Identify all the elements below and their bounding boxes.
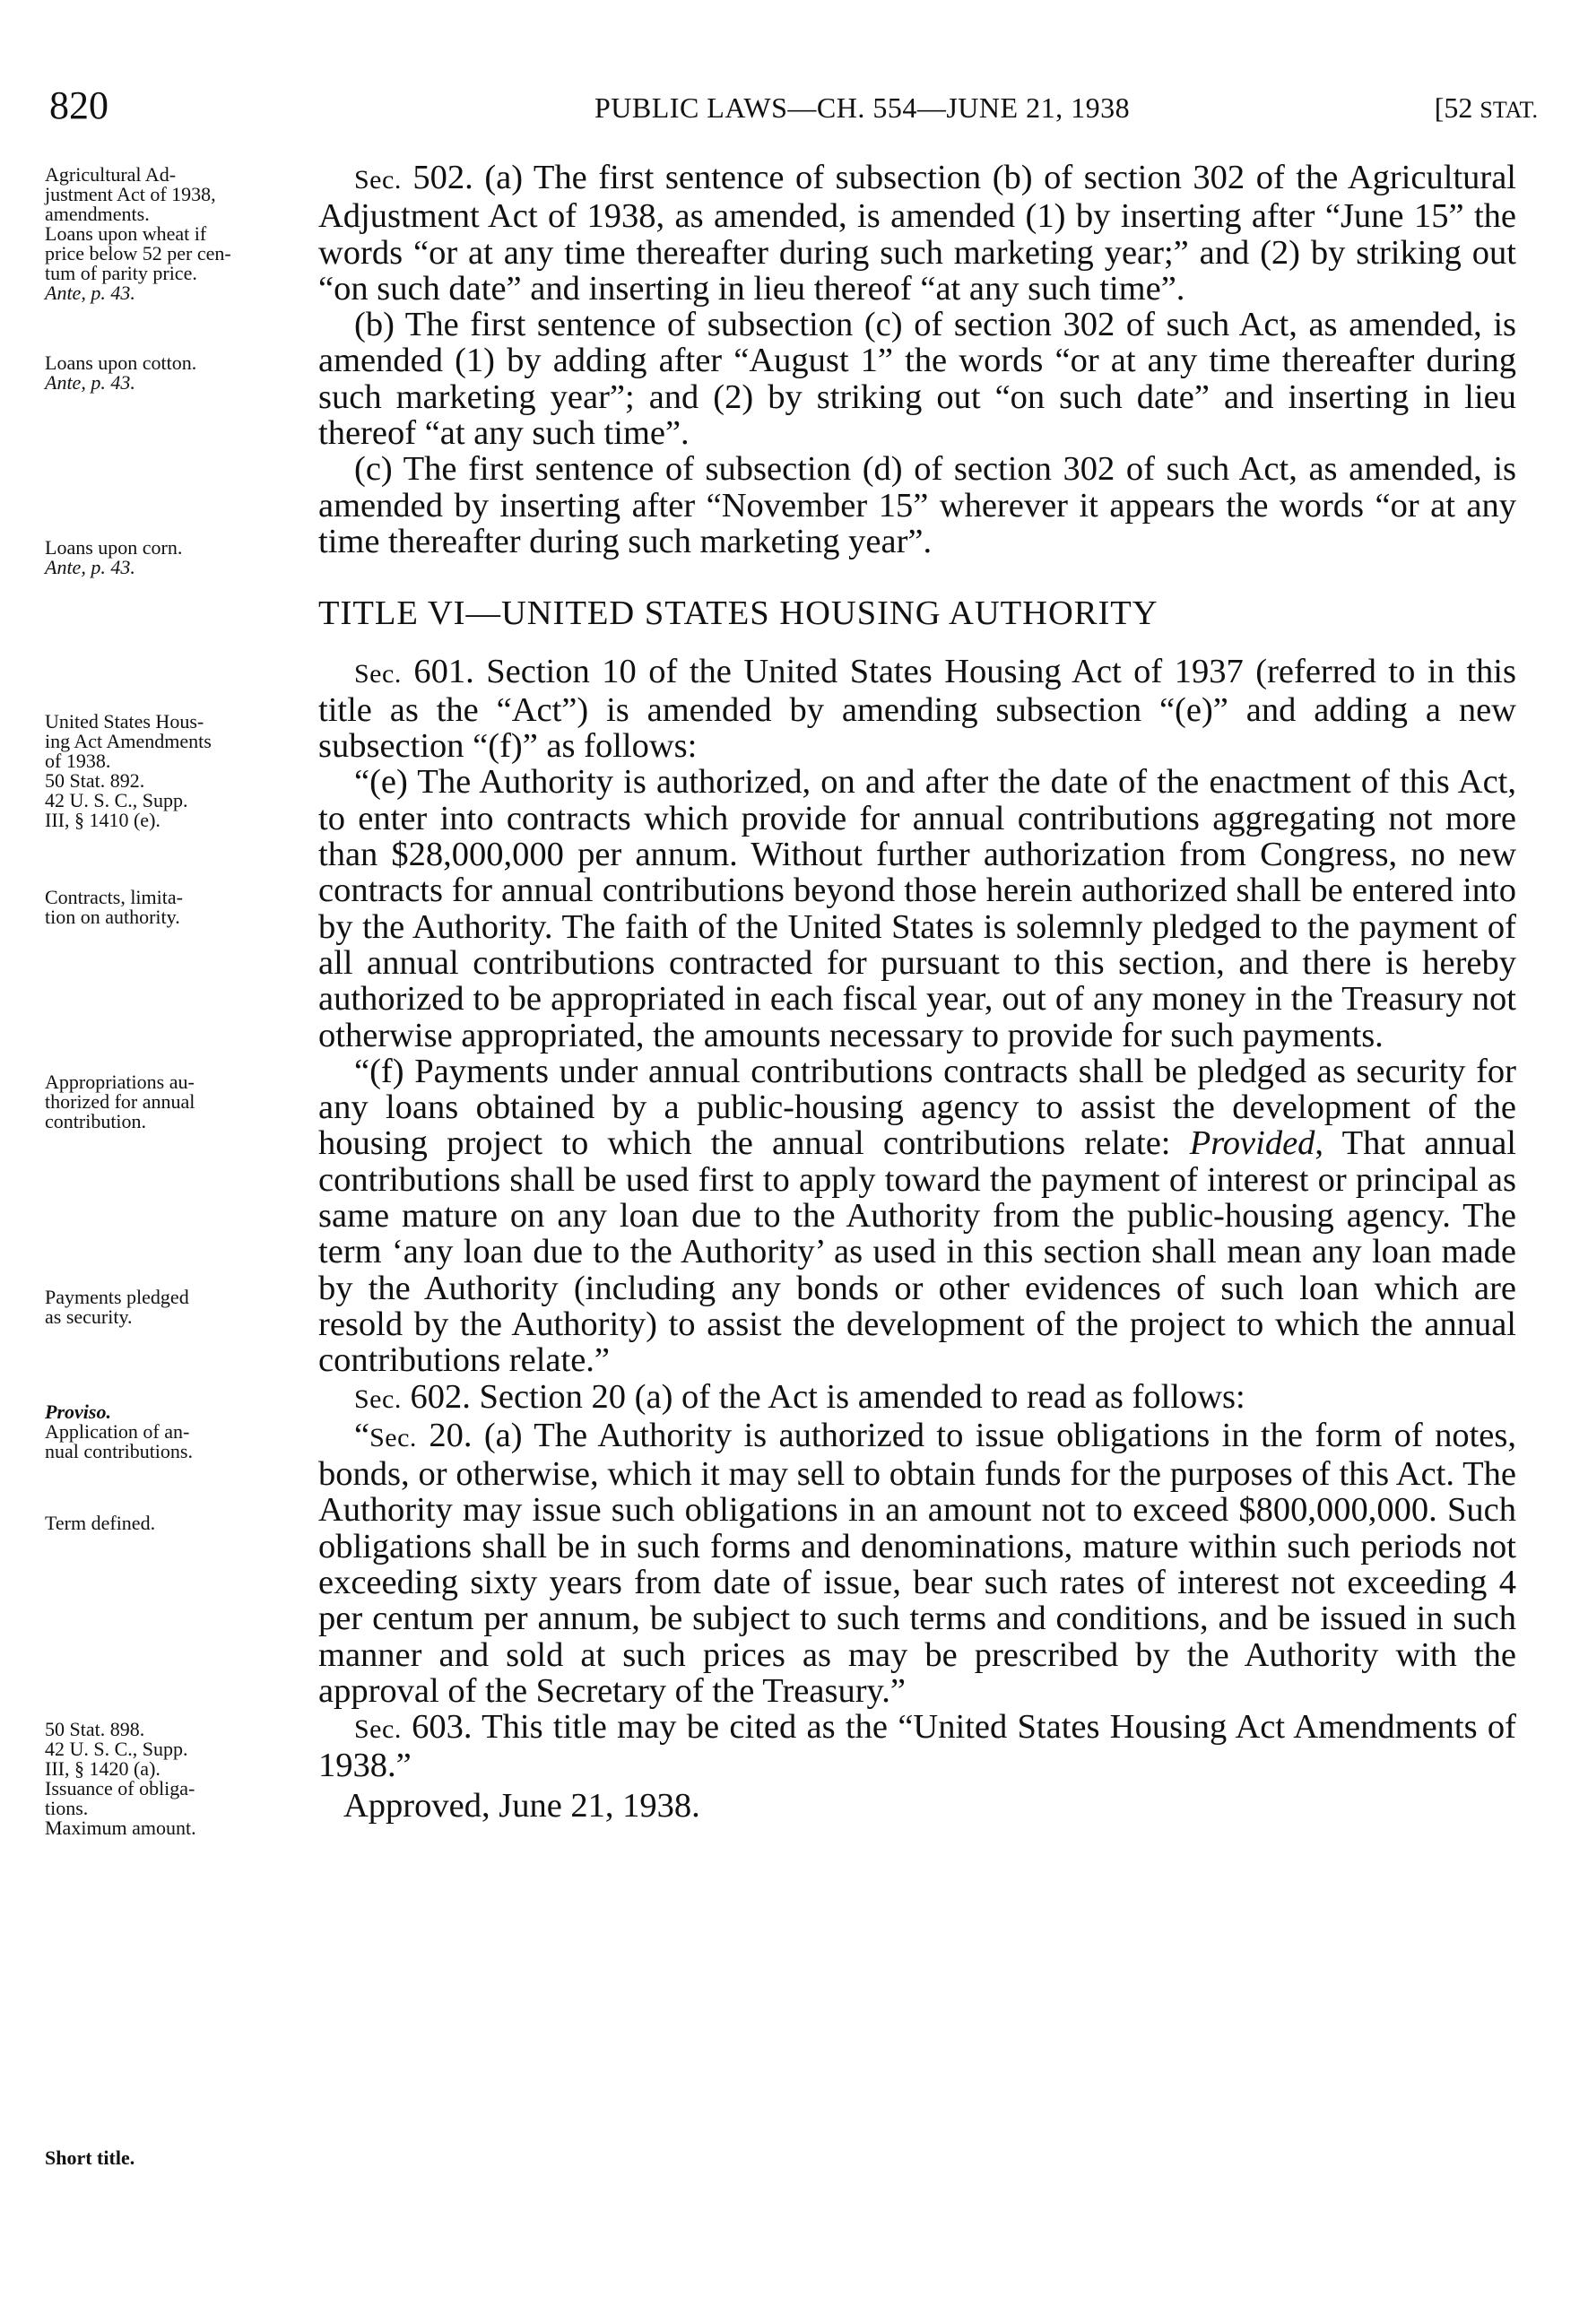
- stat-smallcaps: STAT.: [1480, 97, 1538, 123]
- note-line: Contracts, limita-: [45, 886, 183, 908]
- main-text: [318, 160, 1516, 1824]
- note-line: of 1938.: [45, 750, 111, 772]
- subsection-f: [318, 1054, 1516, 1379]
- title-vi-heading: TITLE VI—UNITED STATES HOUSING AUTHORITY: [318, 594, 1158, 633]
- note-housing-amendments: [45, 712, 314, 830]
- open-quote: “: [354, 1416, 370, 1454]
- note-line: tion on authority.: [45, 906, 180, 928]
- note-line: price below 52 per cen-: [45, 242, 231, 264]
- note-appropriations: [45, 1072, 314, 1132]
- sec-label: Sec.: [354, 1383, 402, 1414]
- sec-text: 502. (a) The first sentence of subsection (b) of section 302 of the Agricultural Adjustment Act of 1938, as amended, is amended (1) by inserting after “June 15” the words “or at any time thereafter during such marketing year;” and (2) by striking out “on such date” and inserting in lieu thereof “at any such time”.: [318, 159, 1516, 308]
- note-line: Loans upon corn.: [45, 536, 183, 559]
- sec-label: Sec.: [354, 1714, 402, 1745]
- approved-date: Approved, June 21, 1938.: [343, 1786, 700, 1825]
- note-loans-corn: [45, 538, 314, 577]
- sec-text: 20. (a) The Authority is authorized to issue obligations in the form of notes, bonds, or otherwise, which it may sell to obtain funds for the purposes of this Act. The Authority may issue such obligations in an amount not to exceed $800,000,000. Such obligations shall be in such forms and denominations, mature within such periods not exceeding sixty years from date of issue, bear such rates of interest not exceeding 4 per centum per annum, be subject to such terms and conditions, and be issued in such manner and sold at such prices as may be prescribed by the Authority with the approval of the Secretary of the Treasury.”: [318, 1416, 1516, 1710]
- note-contracts-limitation: [45, 888, 314, 927]
- note-line: Application of an-: [45, 1420, 190, 1443]
- sec-502-b: (b) The first sentence of subsection (c) of section 302 of such Act, as amended, is amended (1) by adding after “August 1” the words “or at any time thereafter during such marketing year”; and (2) by striking out “on such date” and inserting in lieu thereof “at any such time”.: [318, 306, 1516, 453]
- note-line: Issuance of obliga-: [45, 1777, 195, 1799]
- note-ref: 42 U. S. C., Supp.: [45, 789, 188, 811]
- note-proviso: [45, 1402, 314, 1461]
- note-line: thorized for annual: [45, 1090, 195, 1113]
- note-ref: 42 U. S. C., Supp.: [45, 1738, 188, 1760]
- note-ref: III, § 1420 (a).: [45, 1757, 161, 1780]
- running-head: PUBLIC LAWS—CH. 554—JUNE 21, 1938: [594, 91, 1131, 124]
- sec-text: 602. Section 20 (a) of the Act is amended to read as follows:: [401, 1377, 1245, 1416]
- note-term-defined: [45, 1513, 314, 1533]
- note-line: tum of parity price.: [45, 262, 197, 284]
- note-line: Payments pledged: [45, 1286, 189, 1308]
- note-line: United States Hous-: [45, 710, 204, 733]
- sec-label: Sec.: [354, 165, 402, 195]
- sub-f-text: “(f) Payments under annual contributions contracts shall be pledged as security for any loans obtained by a public-housing agency to assist the development of the housing project to which the annual contributions relate:: [318, 1052, 1516, 1163]
- note-payments-pledged: [45, 1288, 314, 1327]
- note-line: contribution.: [45, 1110, 147, 1132]
- sec-label: Sec.: [369, 1422, 417, 1452]
- page-number: 820: [49, 83, 108, 127]
- note-ref: Ante, p. 43.: [45, 282, 135, 304]
- note-line: tions.: [45, 1797, 89, 1819]
- note-line: Maximum amount.: [45, 1817, 196, 1839]
- note-issuance-obligations: [45, 1720, 314, 1838]
- sec-502-c: (c) The first sentence of subsection (d) of section 302 of such Act, as amended, is amended by inserting after “November 15” wherever it appears the words “or at any time thereafter during such marketing year”.: [318, 450, 1516, 560]
- note-line: nual contributions.: [45, 1440, 193, 1462]
- note-loans-cotton: [45, 353, 314, 393]
- stat-prefix: [52: [1434, 91, 1480, 124]
- sec-text: 603. This title may be cited as the “United States Housing Act Amendments of 1938.”: [318, 1708, 1516, 1785]
- note-ref: III, § 1410 (e).: [45, 809, 161, 831]
- page-header: [49, 82, 1538, 136]
- provided-word: Provided: [1189, 1124, 1315, 1163]
- note-short-title: [45, 2148, 314, 2168]
- note-ref: 50 Stat. 898.: [45, 1718, 145, 1740]
- note-proviso-label: Proviso.: [45, 1400, 111, 1423]
- note-ref: Ante, p. 43.: [45, 556, 135, 578]
- note-line: Loans upon cotton.: [45, 351, 197, 374]
- sec-603: [318, 1709, 1516, 1784]
- statute-reference: [1435, 91, 1538, 125]
- sec-602: [318, 1379, 1516, 1418]
- note-line: Loans upon wheat if: [45, 222, 207, 245]
- note-agricultural-amendments: [45, 165, 314, 303]
- sec-502-a: [318, 160, 1516, 307]
- subsection-e: “(e) The Authority is authorized, on and after the date of the enactment of this Act, to enter into contracts which provide for annual contributions aggregating not more than $28,000,000 per annum. Without further authorization from Congress, no new contracts for annual contributions beyond those herein authorized shall be entered into by the Authority. The faith of the United States is solemnly pledged to the payment of all annual contributions contracted for pursuant to this section, and there is hereby authorized to be appropriated in each fiscal year, out of any money in the Treasury not otherwise appropriated, the amounts necessary to provide for such payments.: [318, 763, 1516, 1054]
- sub-f-text: , That annual contributions shall be used first to apply toward the payment of interest or principal as same mature on any loan due to the Authority from the public-housing agency. The term ‘any loan due to the Authority’ as used in this section shall mean any loan made by the Authority (including any bonds or other evidences of such loan which are resold by the Authority) to assist the development of the project to which the annual contributions relate.”: [318, 1124, 1516, 1380]
- note-line: Appropriations au-: [45, 1071, 195, 1093]
- note-line: ing Act Amendments: [45, 730, 212, 752]
- note-line: as security.: [45, 1305, 133, 1328]
- sec-601: [318, 654, 1516, 765]
- sec-text: 601. Section 10 of the United States Housing Act of 1937 (referred to in this title as the “Act”) is amended by amending subsection “(e)” and adding a new subsection “(f)” as follows:: [318, 652, 1516, 766]
- note-line: justment Act of 1938,: [45, 183, 216, 205]
- sec-20-text: [318, 1418, 1516, 1709]
- note-ref: Ante, p. 43.: [45, 371, 135, 394]
- note-line: Short title.: [45, 2146, 135, 2169]
- note-line: Agricultural Ad-: [45, 163, 177, 186]
- note-line: Term defined.: [45, 1512, 156, 1534]
- note-ref: 50 Stat. 892.: [45, 769, 145, 792]
- sec-label: Sec.: [354, 658, 402, 689]
- note-line: amendments.: [45, 203, 150, 225]
